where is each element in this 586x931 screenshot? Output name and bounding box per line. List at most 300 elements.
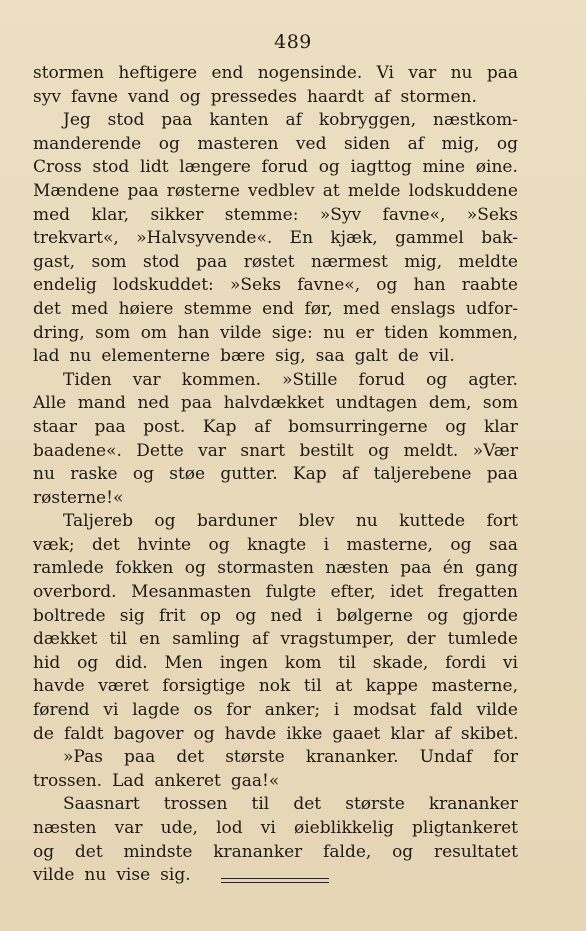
word: længere [179,157,251,178]
text-line [33,864,518,888]
word: »Pas [63,747,103,768]
word: til [303,676,322,697]
text-line [33,581,518,605]
word: udfor- [465,298,518,319]
word: favne [70,86,118,107]
word: nu [355,511,378,532]
word: faldt [63,723,104,744]
word: vi [103,700,119,721]
word: end [211,63,244,83]
text-line [33,322,518,346]
word: lad [33,346,60,367]
word: var [132,369,161,390]
word: sig, [275,346,306,367]
word: og [376,275,398,296]
word: knagte [247,534,307,555]
word: forsigtige [162,676,246,697]
word: paa [400,558,432,579]
word: skibet. [460,723,519,744]
word: bak- [481,228,518,249]
word: høiere [118,298,174,319]
word: syv [33,86,61,107]
word: kommen. [181,369,261,390]
word: kanten [209,110,269,131]
word: bagover [113,723,184,744]
word: havde [33,676,85,697]
word: Saasnart [63,794,140,815]
word: nu [323,322,346,343]
word: trossen. [33,770,103,791]
word: til [109,629,128,650]
word: nogensinde. [257,63,363,83]
word: af [341,464,359,485]
word: en [139,629,161,650]
word: vilde [476,700,518,721]
text-line [33,487,518,511]
word: haardt [306,86,364,107]
text-line [33,723,518,747]
text-line [33,345,518,369]
text-line [33,298,518,322]
word: og [158,133,180,154]
word: anker; [264,700,321,721]
word: gang [475,558,518,579]
word: Undaf [419,747,473,768]
word: nu [450,63,473,83]
word: er [355,322,374,343]
word: næsten [325,558,389,579]
word: var [408,63,437,83]
word: trossen [163,794,228,815]
word: gaa!« [230,770,280,791]
text-line [33,227,518,251]
word: vand [127,86,170,107]
word: stod [92,157,130,178]
text-line [33,62,518,86]
word: undtagen [335,393,418,414]
word: og [33,841,55,862]
word: var [114,818,143,838]
word: trekvart«, [33,228,119,249]
word: og [208,534,230,555]
word: »Syv [319,204,362,225]
word: næstkom- [433,110,518,131]
word: En [289,228,314,249]
word: snart [240,440,286,461]
word: saa [315,346,345,367]
word: af [285,110,302,131]
text-line [33,274,518,298]
word: lidt [139,157,169,178]
word: did. [115,652,148,673]
word: ankeret [154,770,221,791]
word: Jeg [63,110,91,131]
word: og [184,558,206,579]
word: og [179,86,201,107]
word: øine. [475,157,518,178]
word: halvdækket [223,393,325,414]
word: paa [180,393,213,414]
word: og [235,605,257,626]
word: favne«, [382,204,446,225]
word: at [322,180,340,201]
word: fald [429,700,463,721]
word: bølgerne [336,605,413,626]
word: galt [354,346,388,367]
word: masterne, [431,676,518,697]
word: stemme [183,298,252,319]
word: hid [33,652,61,673]
word: baadene«. [33,440,122,461]
word: gast, [33,251,75,272]
word: sikker [150,204,204,225]
word: Dette [136,440,184,461]
word: paa [94,416,126,437]
word: tiden [384,322,429,343]
word: ikke [286,723,323,744]
word: masteren [197,133,279,154]
word: af [254,416,271,437]
word: kobryggen, [318,110,417,131]
word: og [368,440,390,461]
word: »Halvsyvende«. [136,228,273,249]
word: og [445,416,467,437]
word: og [193,723,215,744]
word: og [132,464,154,485]
word: modsat [353,700,417,721]
word: mine [422,157,466,178]
word: »Seks [466,204,518,225]
text-line [33,392,518,416]
word: lodskuddet: [112,275,214,296]
word: stod [107,110,145,131]
word: vedblev [248,180,315,201]
word: meldte [458,251,518,272]
word: vilde [220,322,262,343]
word: op [199,605,221,626]
word: det [92,534,120,555]
word: vragstumper, [280,629,395,650]
word: kom [284,652,322,673]
word: i [316,605,323,626]
text-line [33,440,518,464]
word: gammel [395,228,464,249]
word: »Vær [472,440,518,461]
word: pligtankeret [412,818,518,838]
word: og [318,157,340,178]
word: iagttog [350,157,412,178]
word: favne«, [297,275,361,296]
word: »Stille [282,369,338,390]
word: idet [390,582,424,603]
text-line [33,557,518,581]
word: lagde [132,700,180,721]
word: ned [137,393,170,414]
word: som [91,251,127,272]
word: end [262,298,295,319]
word: af [251,629,269,650]
word: mig, [404,251,443,272]
word: det [74,841,103,862]
word: for [493,747,518,768]
word: melde [347,180,401,201]
word: dring, [33,322,85,343]
word: paa [486,63,518,83]
word: »Seks [229,275,282,296]
word: Alle [33,393,67,414]
word: stemme: [224,204,299,225]
word: til [251,794,270,815]
word: klar, [91,204,130,225]
word: bære [220,346,266,367]
text-line [33,628,518,652]
word: Men [164,652,203,673]
word: de [33,723,54,744]
word: som [482,393,518,414]
word: med [33,204,71,225]
text-line [33,510,518,534]
word: væk; [33,534,75,555]
word: dem, [428,393,472,414]
text-line [33,841,518,865]
text-line [33,817,518,841]
word: pressedes [210,86,297,107]
word: og [450,534,472,555]
text-line [33,86,518,110]
word: nu [84,865,107,886]
word: dækket [33,629,98,650]
word: mig, [441,133,480,154]
word: paa [161,110,193,131]
word: i [323,534,330,555]
word: ved [295,133,327,154]
word: med [71,298,109,319]
text-line [33,204,518,228]
word: og [392,841,414,862]
word: sig [119,605,145,626]
text-line [33,133,518,157]
word: i [333,700,340,721]
word: været [98,676,149,697]
word: én [442,558,464,579]
word: siden [343,133,391,154]
word: røsterne!« [33,487,124,508]
word: vilde [33,865,75,886]
word: og [427,605,449,626]
word: gaaet [332,723,381,744]
word: stormen [33,63,105,83]
word: øieblikkelig [293,818,394,838]
word: var [198,440,226,461]
text-line [33,463,518,487]
word: gjorde [462,605,518,626]
word: stormasten [217,558,314,579]
word: klar [483,416,518,437]
text-line [33,699,518,723]
word: og [426,369,448,390]
word: største [225,747,285,768]
word: næsten [33,818,97,838]
word: efter, [330,582,376,603]
word: af [407,133,424,154]
word: raabte [461,275,518,296]
word: røsterne [166,180,240,201]
word: manderende [33,133,142,154]
text-line [33,534,518,558]
word: lod [216,818,243,838]
text-line [33,109,518,133]
word: tumlede [447,629,518,650]
word: med [343,298,381,319]
word: sig. [160,865,191,886]
word: mindste [123,841,193,862]
word: førend [33,700,90,721]
word: taljerebene [373,464,472,485]
word: nu [33,464,55,485]
word: fulgte [265,582,317,603]
word: ude, [160,818,198,838]
word: falde, [323,841,372,862]
word: gutter. [220,464,278,485]
word: som [95,322,131,343]
word: ingen [219,652,268,673]
word: klar [390,723,425,744]
word: havde [224,723,277,744]
word: stormen. [400,86,477,107]
word: han [413,275,446,296]
word: heftigere [118,63,198,83]
word: fregatten [437,582,518,603]
word: og [154,511,176,532]
word: boltrede [33,605,106,626]
word: agter. [468,369,518,390]
word: han [177,322,210,343]
word: paa [127,180,159,201]
word: fokken [115,558,174,579]
word: paa [124,747,156,768]
text-line [33,770,518,794]
word: det [176,747,205,768]
word: det [293,794,322,815]
word: af [374,86,391,107]
text-line [33,180,518,204]
word: og [496,133,518,154]
word: vise [116,865,151,886]
word: nok [258,676,291,697]
word: raske [70,464,118,485]
word: fordi [445,652,487,673]
word: kuttede [399,511,466,532]
word: paa [486,464,518,485]
word: Vi [376,63,394,83]
word: enslags [390,298,456,319]
word: Kap [292,464,327,485]
word: hvinte [137,534,192,555]
word: Cross [33,157,82,178]
word: bomsurringerne [288,416,428,437]
text-line [33,652,518,676]
word: saa [488,534,518,555]
word: mand [77,393,126,414]
text-line [33,605,518,629]
word: endelig [33,275,97,296]
word: kommen, [438,322,518,343]
word: krananker. [305,747,399,768]
word: ramlede [33,558,104,579]
footer-rule [221,878,329,883]
word: meldt. [403,440,459,461]
word: os [193,700,213,721]
word: overbord. [33,582,117,603]
word: vil. [428,346,455,367]
word: sige: [271,322,313,343]
text-line [33,675,518,699]
word: blev [298,511,335,532]
word: Mændene [33,180,120,201]
word: for [226,700,251,721]
word: de [397,346,419,367]
text-line [33,746,518,770]
word: lodskuddene [408,180,518,201]
word: elementerne [101,346,211,367]
word: kjæk, [330,228,378,249]
word: nærmest [311,251,388,272]
text-line [33,793,518,817]
word: vi [260,818,276,838]
word: vi [502,652,518,673]
word: post. [143,416,186,437]
page-number: 489 [274,31,312,53]
word: krananker [428,794,518,815]
word: af [434,723,451,744]
word: kappe [365,676,418,697]
word: Mesanmasten [131,582,252,603]
word: der [406,629,436,650]
word: masterne, [346,534,433,555]
word: til [338,652,356,673]
text-line [33,156,518,180]
word: forud [261,157,308,178]
word: paa [196,251,228,272]
word: fort [486,511,518,532]
word: største [345,794,405,815]
word: om [140,322,168,343]
word: ned [270,605,303,626]
word: bestilt [299,440,354,461]
word: Taljereb [63,511,133,532]
word: røstet [243,251,295,272]
word: stod [142,251,180,272]
word: frit [158,605,186,626]
word: resultatet [433,841,518,862]
word: barduner [196,511,278,532]
word: staar [33,416,77,437]
word: samling [172,629,240,650]
word: Lad [112,770,145,791]
word: skade, [372,652,429,673]
word: og [77,652,99,673]
word: det [33,298,61,319]
word: Kap [202,416,237,437]
word: nu [69,346,92,367]
word: Tiden [63,369,112,390]
word: forud [358,369,405,390]
text-line [33,416,518,440]
body-text [33,62,518,888]
word: før, [304,298,333,319]
word: støe [169,464,206,485]
text-line [33,369,518,393]
